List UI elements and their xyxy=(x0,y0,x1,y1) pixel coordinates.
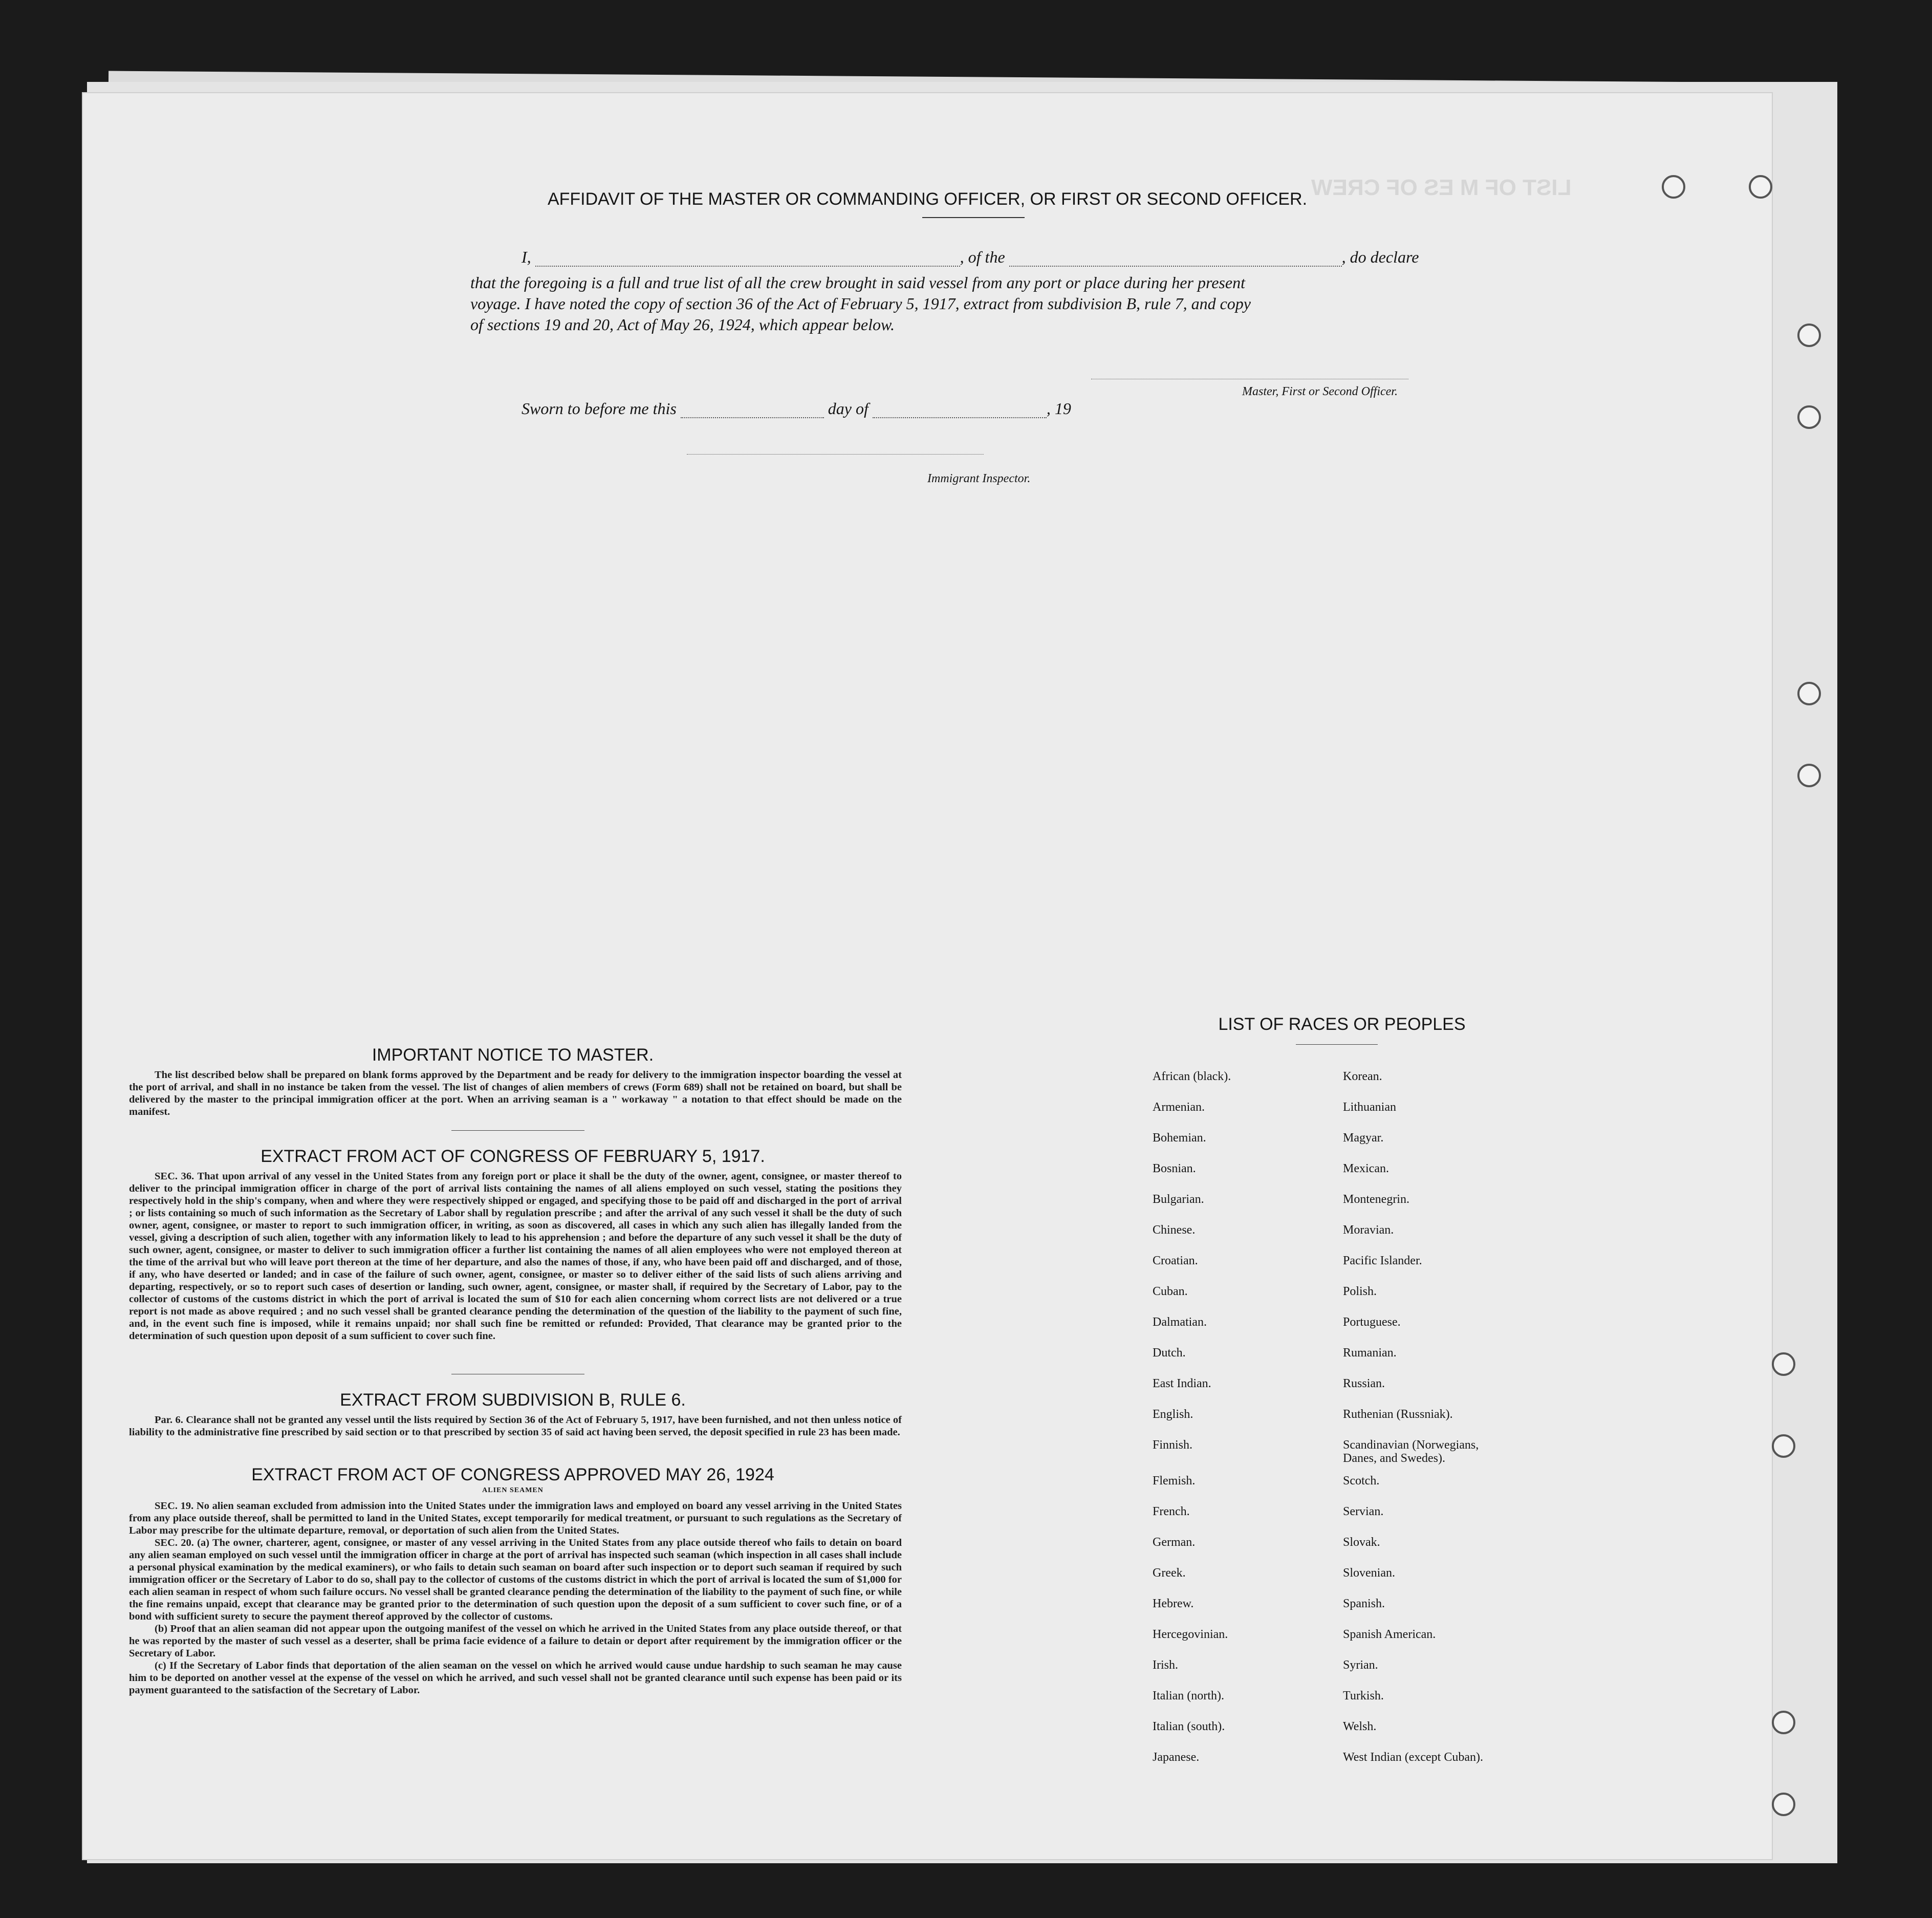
race-item: Bulgarian. xyxy=(1153,1193,1204,1206)
affidavit-line3: voyage. I have noted the copy of section 36 of the Act of February 5, 1917, extract from subdivision B, rule 7, and copy xyxy=(470,294,1251,313)
race-item: Italian (south). xyxy=(1153,1720,1225,1733)
rule-6-title: EXTRACT FROM SUBDIVISION B, RULE 6. xyxy=(340,1390,686,1410)
notice-body xyxy=(129,1069,902,1118)
race-item: Moravian. xyxy=(1343,1223,1394,1237)
binder-hole xyxy=(1772,1434,1795,1458)
race-item: Irish. xyxy=(1153,1658,1178,1672)
race-item: Pacific Islander. xyxy=(1343,1254,1422,1267)
extract-1924-body xyxy=(129,1500,902,1696)
of-the-label: , of the xyxy=(960,248,1005,266)
race-item: Japanese. xyxy=(1153,1751,1200,1764)
section-20a-text: SEC. 20. (a) The owner, charterer, agent, consignee, or master of any vessel arriving in the United States from any place outside thereof who fails to detain on board any alien seaman employed on such vessel until the immigration officer in charge at the port of arrival has inspected such seaman (which inspection in all cases shall include a personal physical examination by the medical examiners), or who fails to detain such seaman on board after such inspection or to deport such seaman if required by such immigration officer or the Secretary of Labor to do so, shall pay to the collector of customs of the customs district in which the port of arrival is located the sum of $1,000 for each alien seaman in respect of whom such failure occurs. No vessel shall be granted clearance pending the determination of the liability to the payment of such fine, or while the fine remains unpaid, except that clearance may be granted prior to the determination of such question upon the deposit of a sum sufficient to cover such fine, or of a bond with sufficient surety to secure the payment thereof approved by the collector of customs. xyxy=(129,1537,902,1622)
extract-1924-title: EXTRACT FROM ACT OF CONGRESS APPROVED MAY 26, 1924 xyxy=(251,1465,774,1484)
race-item: Montenegrin. xyxy=(1343,1193,1409,1206)
binder-hole xyxy=(1797,405,1821,429)
race-item: Hebrew. xyxy=(1153,1597,1194,1610)
extract-1924-subtitle: ALIEN SEAMEN xyxy=(482,1486,544,1494)
race-item: Dutch. xyxy=(1153,1346,1186,1360)
race-item: Spanish American. xyxy=(1343,1628,1436,1641)
binder-hole xyxy=(1797,324,1821,347)
sworn-line xyxy=(522,399,1071,418)
race-item: German. xyxy=(1153,1536,1196,1549)
binder-hole xyxy=(1772,1352,1795,1376)
extract-1917-title: EXTRACT FROM ACT OF CONGRESS OF FEBRUARY 5, 1917. xyxy=(261,1147,765,1166)
race-item: Syrian. xyxy=(1343,1658,1378,1672)
affidavit-line1 xyxy=(522,248,1419,267)
race-item: English. xyxy=(1153,1408,1193,1421)
race-item: Mexican. xyxy=(1343,1162,1389,1175)
rule-6-text: Par. 6. Clearance shall not be granted any vessel until the lists required by Section 36 of the Act of February 5, 1917, have been furnished, and not then unless notice of liability to the administrative fine prescribed by said section or to that prescribed by section 35 of said act having been served, the deposit specified in rule 23 has been made. xyxy=(129,1414,902,1438)
race-item: Dalmatian. xyxy=(1153,1316,1207,1329)
divider xyxy=(451,1130,584,1131)
day-of-label: day of xyxy=(828,399,869,418)
sworn-label: Sworn to before me this xyxy=(522,399,677,418)
race-item: Servian. xyxy=(1343,1505,1384,1518)
month-field[interactable] xyxy=(873,417,1047,418)
notice-text: The list described below shall be prepared on blank forms approved by the Department and be ready for delivery to the immigration inspector boarding the vessel at the port of arrival, and shall in no instance be taken from the vessel. The list of changes of alien members of crews (Form 689) shall not be retained on board, but shall be delivered by the master to the principal immigration officer at the port. When an arriving seaman is a " workaway " a notation to that effect should be made on the manifest. xyxy=(129,1069,902,1117)
race-item: Welsh. xyxy=(1343,1720,1377,1733)
race-item: Flemish. xyxy=(1153,1474,1196,1488)
race-item: Slovenian. xyxy=(1343,1566,1395,1580)
race-item: Croatian. xyxy=(1153,1254,1198,1267)
race-item: West Indian (except Cuban). xyxy=(1343,1751,1483,1764)
race-item: African (black). xyxy=(1153,1070,1231,1083)
race-item: Spanish. xyxy=(1343,1597,1385,1610)
master-caption: Master, First or Second Officer. xyxy=(1242,385,1398,398)
section-36-text: SEC. 36. That upon arrival of any vessel in the United States from any foreign port or place it shall be the duty of the owner, agent, consignee, or master thereof to deliver to the principal immigration officer in charge of the port of arrival lists containing the names of all aliens employed on such vessel, stating the positions they respectively hold in the ship's company, when and where they were respectively shipped or engaged, and specifying those to be paid off and discharged in the port of arrival ; or lists containing so much of such information as the Secretary of Labor shall by regulation prescribe ; and after the arrival of any such vessel it shall be the duty of such owner, agent, consignee, or master to report to such immigration officer, in writing, as soon as discovered, all cases in which any such alien has illegally landed from the vessel, giving a description of such alien, together with any information likely to lead to his apprehension ; and before the departure of any such vessel it shall be the duty of such owner, agent, consignee, or master to deliver to such immigration officer a further list containing the names of all alien employees who were not employed thereon at the time of the arrival but who will leave port thereon at the time of her departure, and also the names of those, if any, who have been paid off and discharged, and of those, if any, who have deserted or landed; and in case of the failure of such owner, agent, consignee, or master so to deliver either of the said lists of such aliens arriving and departing, respectively, or so to report such cases of desertion or landing, such owner, agent, consignee, or master shall, if required by the Secretary of Labor, pay to the collector of customs of the customs district in which the port of arrival is located the sum of $10 for each alien concerning whom correct lists are not delivered or a true report is not made as above required ; and no such vessel shall be granted clearance pending the determination of the question of the liability to the payment of such fine, and, in the event such fine is imposed, while it remains unpaid; nor shall such fine be remitted or refunded: Provided, That clearance may be granted prior to the determination of such question upon deposit of a sum sufficient to cover such fine. xyxy=(129,1171,902,1342)
race-item: Rumanian. xyxy=(1343,1346,1397,1360)
binder-hole xyxy=(1772,1793,1795,1816)
race-item: Polish. xyxy=(1343,1285,1377,1298)
section-19-text: SEC. 19. No alien seaman excluded from admission into the United States under the immigration laws and employed on board any vessel arriving in the United States from any place outside thereof, shall be permitted to land in the United States, except temporarily for medical treatment, or pursuant to such regulations as the Secretary of Labor may prescribe for the ultimate departure, removal, or deportation of such alien from the United States. xyxy=(129,1500,902,1536)
section-20c-text: (c) If the Secretary of Labor finds that deportation of the alien seaman on the vessel on which he arrived would cause undue hardship to such seaman he may cause him to be deported on another vessel at the expense of the vessel on which he arrived, and such vessel shall not be granted clearance until such expense has been paid or its payment guaranteed to the satisfaction of the Secretary of Labor. xyxy=(129,1660,902,1696)
race-item: Magyar. xyxy=(1343,1131,1384,1145)
race-item: Ruthenian (Russniak). xyxy=(1343,1408,1453,1421)
race-item: Hercegovinian. xyxy=(1153,1628,1228,1641)
divider xyxy=(1296,1044,1378,1045)
binder-hole xyxy=(1797,682,1821,705)
race-item: Portuguese. xyxy=(1343,1316,1401,1329)
do-declare-label: , do declare xyxy=(1341,248,1419,266)
notice-title: IMPORTANT NOTICE TO MASTER. xyxy=(372,1045,654,1065)
race-item: Scotch. xyxy=(1343,1474,1380,1488)
race-item: Korean. xyxy=(1343,1070,1382,1083)
inspector-caption: Immigrant Inspector. xyxy=(927,472,1031,485)
binder-hole xyxy=(1797,764,1821,787)
binder-hole xyxy=(1772,1711,1795,1734)
inspector-signature-line[interactable] xyxy=(687,454,984,455)
section-20b-text: (b) Proof that an alien seaman did not appear upon the outgoing manifest of the vessel on which he arrived in the United States from any place outside thereof, or that he was reported by the master of such vessel as a deserter, shall be prima facie evidence of a failure to detain or deport after requirement by the immigration officer or the Secretary of Labor. xyxy=(129,1623,902,1659)
bleed-through-header: LIST OF M ES OF CREW xyxy=(1311,175,1572,200)
race-item: Lithuanian xyxy=(1343,1101,1396,1114)
affidavit-line2: that the foregoing is a full and true list of all the crew brought in said vessel from any port or place during her present xyxy=(470,273,1245,292)
manifest-page xyxy=(82,92,1773,1860)
race-item: Greek. xyxy=(1153,1566,1186,1580)
race-item: Slovak. xyxy=(1343,1536,1380,1549)
race-item: Russian. xyxy=(1343,1377,1385,1390)
race-item: Bohemian. xyxy=(1153,1131,1206,1145)
race-item: Italian (north). xyxy=(1153,1689,1224,1703)
race-item: Finnish. xyxy=(1153,1438,1193,1452)
race-item: Chinese. xyxy=(1153,1223,1196,1237)
rule-6-body xyxy=(129,1414,902,1438)
race-item: Cuban. xyxy=(1153,1285,1188,1298)
race-item: East Indian. xyxy=(1153,1377,1211,1390)
vessel-field[interactable] xyxy=(1009,266,1342,267)
year-label: , 19 xyxy=(1046,399,1071,418)
extract-1917-body xyxy=(129,1170,902,1342)
i-label: I, xyxy=(522,248,531,266)
race-item: Scandinavian (Norwegians, Danes, and Swedes). xyxy=(1343,1438,1479,1465)
day-field[interactable] xyxy=(681,417,824,418)
name-field[interactable] xyxy=(535,266,960,267)
divider xyxy=(922,217,1025,218)
affidavit-title: AFFIDAVIT OF THE MASTER OR COMMANDING OFFICER, OR FIRST OR SECOND OFFICER. xyxy=(547,189,1308,209)
race-item: Turkish. xyxy=(1343,1689,1384,1703)
races-title: LIST OF RACES OR PEOPLES xyxy=(1218,1015,1466,1034)
race-item: Bosnian. xyxy=(1153,1162,1196,1175)
race-item: French. xyxy=(1153,1505,1190,1518)
affidavit-line4: of sections 19 and 20, Act of May 26, 1924, which appear below. xyxy=(470,315,895,334)
race-item: Armenian. xyxy=(1153,1101,1205,1114)
